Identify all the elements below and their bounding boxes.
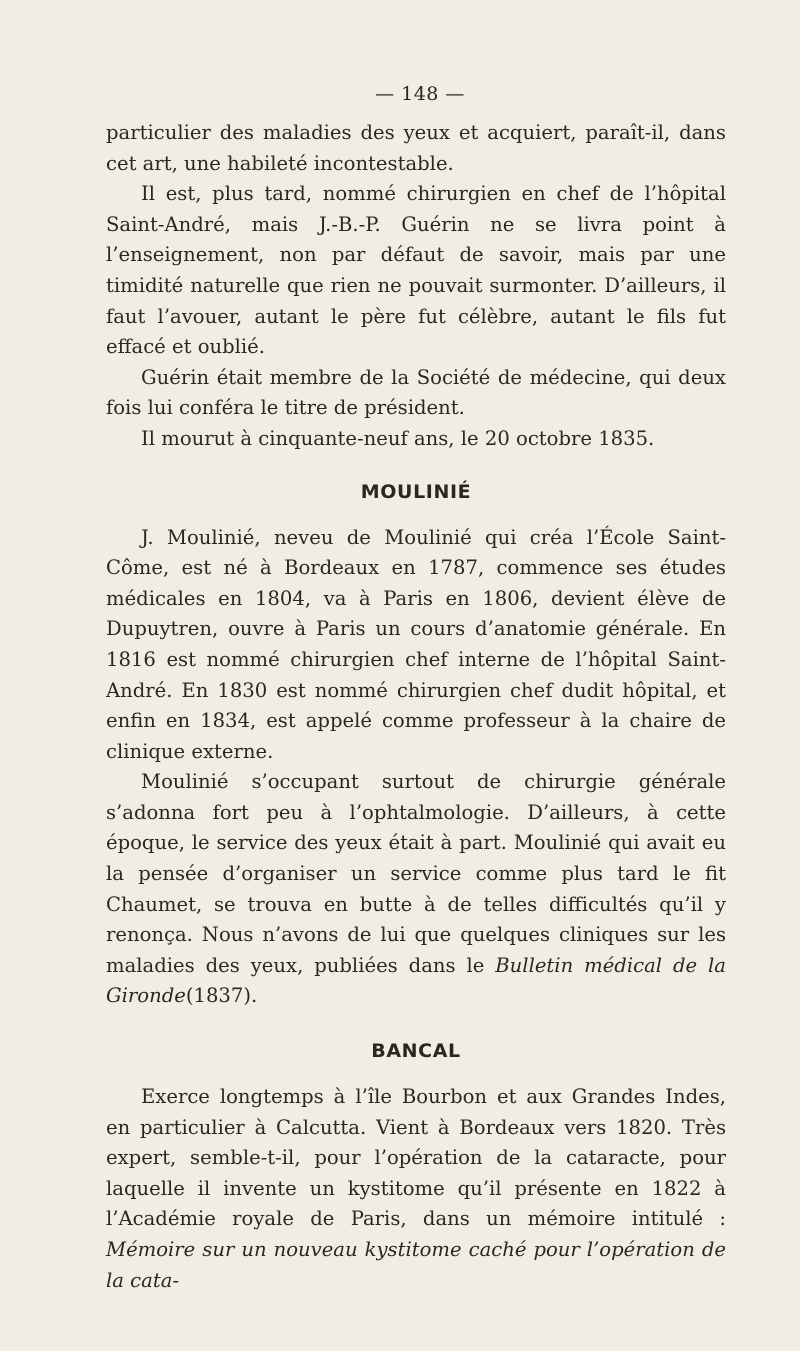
bancal-paragraph-1: [106, 1082, 726, 1296]
bulletin-medical-title: Bulletin médical de la Gironde: [106, 953, 726, 1008]
intro-paragraph-2: Il est, plus tard, nommé chirurgien en chef de l’hôpital Saint-André, mais J.-B.-P. Guérin ne se livra point à l’enseignement, non par défaut de savoir, mais par une timidité naturelle que rien ne pouvait surmonter. D’ailleurs, il faut l’avouer, autant le père fut célèbre, autant le fils fut effacé et oublié.: [106, 182, 726, 359]
intro-paragraph-1: particulier des maladies des yeux et acquiert, paraît-il, dans cet art, une habileté incontestable.: [106, 121, 726, 175]
bancal-section: [106, 1036, 726, 1296]
intro-paragraph-4: Il mourut à cinquante-neuf ans, le 20 octobre 1835.: [141, 426, 655, 450]
moulinie-paragraph-1: J. Moulinié, neveu de Moulinié qui créa l’École Saint-Côme, est né à Bordeaux en 1787, commence ses études médicales en 1804, va à Paris en 1806, devient élève de Dupuytren, ouvre à Paris un cours d’anatomie générale. En 1816 est nommé chirurgien chef interne de l’hôpital Saint-André. En 1830 est nommé chirurgien chef dudit hôpital, et enfin en 1834, est appelé comme professeur à la chaire de clinique externe.: [106, 525, 726, 763]
book-page: [106, 82, 726, 1296]
moulinie-paragraph-2-end: (1837).: [185, 984, 258, 1008]
moulinie-paragraph-2: [106, 767, 726, 1012]
moulinie-paragraph-2-text: Moulinié s’occupant surtout de chirurgie générale s’adonna fort peu à l’ophtalmologie. D’ailleurs, à cette époque, le service des yeux était à part. Moulinié qui avait eu la pensée d’organiser un service comme plus tard le fit Chaumet, se trouva en butte à de telles difficultés qu’il y renonça. Nous n’avons de lui que quelques cliniques sur les maladies des yeux, publiées dans le: [106, 770, 726, 977]
intro-section: [106, 118, 726, 455]
memoire-title: Mémoire sur un nouveau kystitome caché pour l’opération de la cata-: [106, 1238, 726, 1292]
moulinie-section: [106, 477, 726, 1013]
intro-paragraph-3: Guérin était membre de la Société de médecine, qui deux fois lui conféra le titre de président.: [106, 365, 726, 420]
bancal-paragraph-1-text: Exerce longtemps à l’île Bourbon et aux Grandes Indes, en particulier à Calcutta. Vient à Bordeaux vers 1820. Très expert, semble-t-il, pour l’opération de la cataracte, pour laquelle il invente un kystitome qu’il présente en 1822 à l’Académie royale de Paris, dans un mémoire intitulé :: [106, 1085, 726, 1231]
section-heading-bancal: BANCAL: [371, 1040, 461, 1063]
page-number: — 148 —: [375, 83, 465, 105]
section-heading-moulinie: MOULINIÉ: [360, 480, 472, 503]
